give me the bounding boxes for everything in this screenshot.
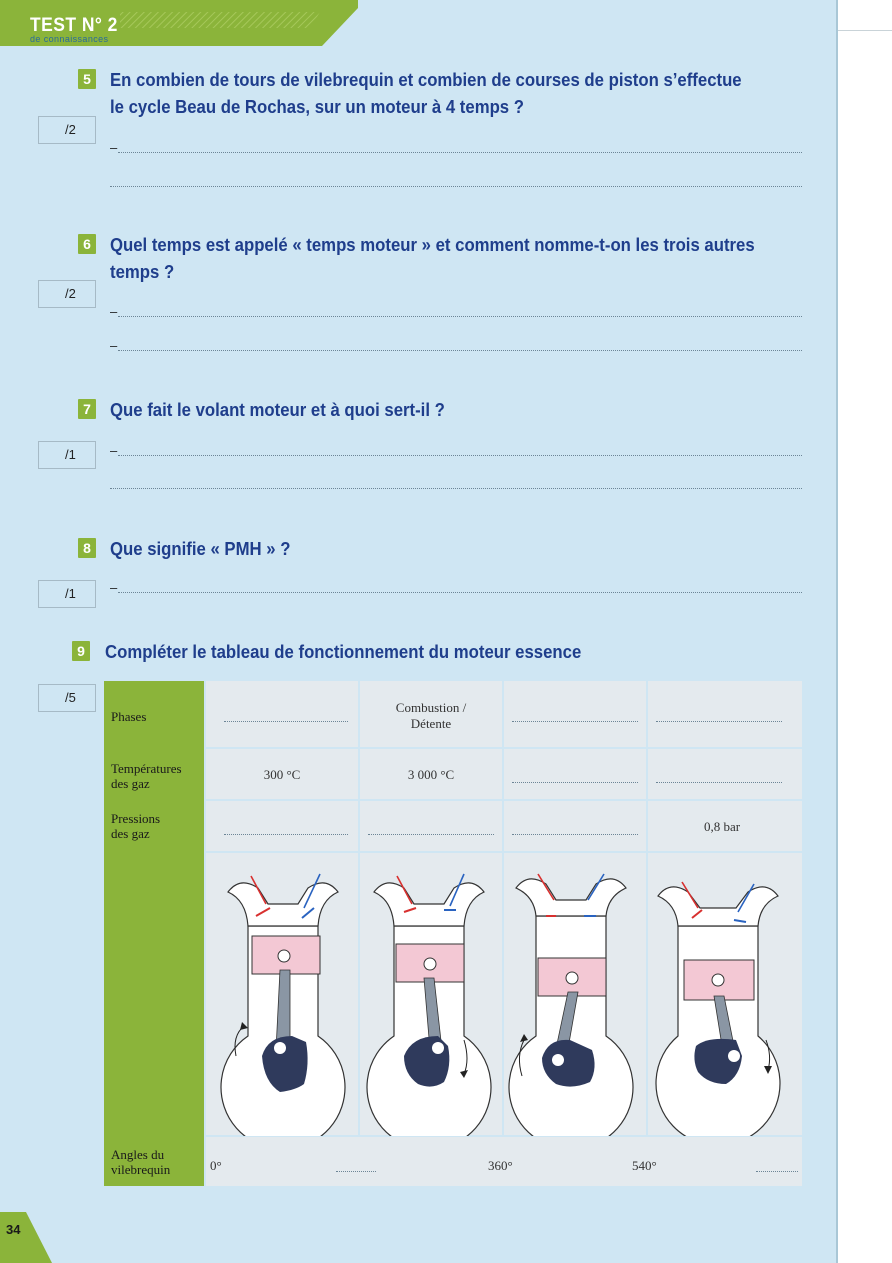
score-6: /2 [65,286,76,301]
question-number-8: 8 [78,538,96,558]
question-5-text [110,67,761,121]
phase-cell-4 [648,681,802,747]
fill-line[interactable] [368,834,494,835]
phase-cell-3 [504,681,646,747]
score-box-9 [38,684,96,712]
question-6-text [110,232,761,286]
answer-dash: – [110,580,118,595]
temp-cell-4 [648,749,802,799]
pressure-cell-3 [504,801,646,851]
angle-540: 540° [632,1158,657,1173]
answer-dash: – [110,304,118,319]
temp-value-1: 300 °C [263,767,301,782]
answer-line[interactable] [118,316,802,317]
score-8: /1 [65,586,76,601]
row-label-angles-l2: vilebrequin [111,1162,171,1177]
row-label-temperatures-l2: des gaz [111,776,150,791]
answer-line[interactable] [118,350,802,351]
question-6-line-2: temps ? [110,262,175,282]
row-label-temperatures-l1: Températures [111,761,182,776]
score-box-8 [38,580,96,608]
fill-line[interactable] [512,834,638,835]
question-7-text: Que fait le volant moteur et à quoi sert-il ? [110,400,445,420]
engine-diagram-combustion [509,874,633,1136]
row-label-angles [111,1147,170,1177]
fill-line[interactable] [512,721,638,722]
question-number-9: 9 [72,641,90,661]
question-number-6: 6 [78,234,96,254]
page-number: 34 [6,1222,21,1237]
row-label-pressions [111,811,160,841]
score-box-5 [38,116,96,144]
fill-line[interactable] [224,721,348,722]
score-7: /1 [65,447,76,462]
answer-line[interactable] [118,455,802,456]
engine-diagram-exhaust [656,882,780,1136]
score-9: /5 [65,690,76,705]
question-number-5: 5 [78,69,96,89]
phase-cell-1 [206,681,358,747]
fill-line[interactable] [756,1171,798,1172]
page-edge [836,0,838,1263]
score-5: /2 [65,122,76,137]
fill-line[interactable] [656,721,782,722]
answer-line[interactable] [110,186,802,187]
score-box-6 [38,280,96,308]
row-header-column [104,681,204,1186]
margin-line [838,30,892,31]
fill-line[interactable] [656,782,782,783]
pressure-value-4: 0,8 bar [703,819,741,834]
score-box-7 [38,441,96,469]
test-subtitle: de connaissances [30,34,109,44]
question-8-text: Que signifie « PMH » ? [110,539,291,559]
temp-cell-3 [504,749,646,799]
phase-2-label [360,700,502,732]
angle-0: 0° [210,1158,222,1173]
question-9-text: Compléter le tableau de fonctionnement du moteur essence [105,642,582,662]
fill-line[interactable] [512,782,638,783]
answer-line[interactable] [110,488,802,489]
answer-dash: – [110,338,118,353]
question-6-line-1: Quel temps est appelé « temps moteur » et comment nomme-t-on les trois autres [110,235,755,255]
row-label-temperatures [111,761,182,791]
engine-diagram-intake [221,874,345,1136]
phase-2-label-l2: Détente [410,716,452,731]
temp-value-2: 3 000 °C [407,767,455,782]
engine-diagrams [206,860,806,1136]
answer-line[interactable] [118,592,802,593]
engine-diagram-compression [367,874,491,1136]
row-label-pressions-l2: des gaz [111,826,150,841]
question-number-7: 7 [78,399,96,419]
pressure-cell-2 [360,801,502,851]
answer-dash: – [110,443,118,458]
angle-360: 360° [488,1158,513,1173]
pressure-cell-1 [206,801,358,851]
answer-line[interactable] [118,152,802,153]
page-corner [0,1212,52,1263]
row-label-pressions-l1: Pressions [111,811,161,826]
fill-line[interactable] [336,1171,376,1172]
question-5-line-1: En combien de tours de vilebrequin et combien de courses de piston s’effectue [110,70,742,90]
row-label-angles-l1: Angles du [111,1147,165,1162]
phase-2-label-l1: Combustion / [395,700,467,715]
test-title: TEST N° 2 [30,15,118,36]
answer-dash: – [110,140,118,155]
fill-line[interactable] [224,834,348,835]
question-5-line-2: le cycle Beau de Rochas, sur un moteur à 4 temps ? [110,97,524,117]
row-label-phases: Phases [111,709,147,724]
